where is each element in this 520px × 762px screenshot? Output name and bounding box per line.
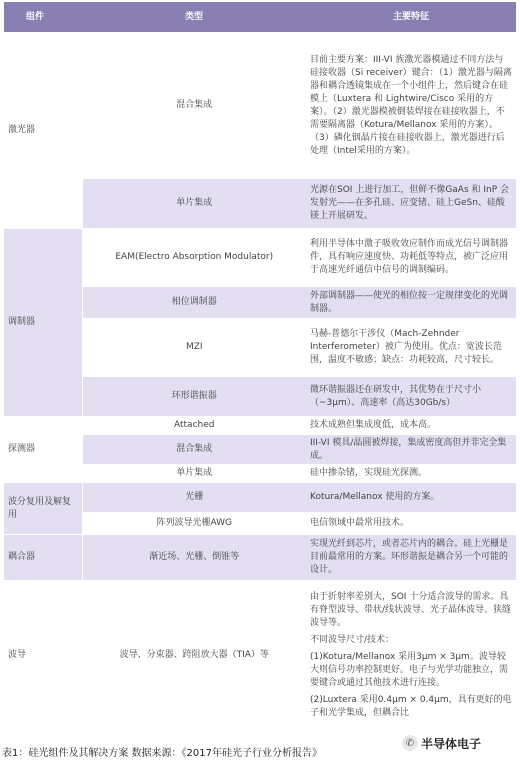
component-coupler: 耦合器: [4, 535, 82, 581]
feature-cell: [306, 581, 516, 731]
type-cell: EAM(Electro Absorption Modulator): [82, 229, 306, 287]
table-row: [4, 229, 516, 287]
type-cell: 混合集成: [82, 435, 306, 465]
table-row: [4, 483, 516, 513]
feature-cell: III-VI 模具/晶圆被焊接，集成密度高但并非完全集成。: [306, 435, 516, 465]
type-cell: 波导、分束器、跨阻放大器（TIA）等: [82, 581, 306, 731]
feature-line: 不同波导尺寸/技术：: [310, 635, 395, 645]
feature-line: 由于折射率差别大，SOI 十分适合波导的需求。具有脊型波导、带状/线状波导、光子晶体波导、狭缝波导等。: [310, 592, 512, 628]
component-detector: 探测器: [4, 417, 82, 483]
feature-cell: 实现光纤到芯片，或者芯片内的耦合。硅上光栅是目前最常用的方案。环形谐振是耦合另一个可能的设计。: [306, 535, 516, 581]
silicon-photonics-table: [4, 2, 516, 731]
component-wdm: 波分复用及解复用: [4, 483, 82, 535]
type-cell: 渐近场、光栅、倒锥等: [82, 535, 306, 581]
type-cell: 单片集成: [82, 465, 306, 483]
component-laser: 激光器: [4, 33, 82, 229]
feature-cell: 外部调制器——使光的相位按一定规律变化的光调制器。: [306, 287, 516, 319]
feature-cell: 目前主要方案：III-VI 族激光器模通过不同方法与硅接收器（Si receiver）键合：（1）激光器与隔离器和耦合透镜集成在一个小组件上，然后键合在硅模上（Luxtera 和 Lightwire/Cisco 采用的方案）。（2）激光器模被倒装焊接在硅接收器上，不需要隔离器（Kotura/Mellanox 采用的方案）。（3）磷化铟晶片接在硅接收器上，激光器进行后处理（Intel采用的方案）。: [306, 33, 516, 179]
type-cell: MZI: [82, 319, 306, 377]
type-cell: Attached: [82, 417, 306, 435]
table-header-row: [4, 2, 516, 33]
wechat-icon: ✆: [402, 735, 418, 751]
type-cell: 相位调制器: [82, 287, 306, 319]
component-waveguide: 波导: [4, 581, 82, 731]
table-row: [4, 581, 516, 731]
feature-cell: 电信领域中最常用技术。: [306, 513, 516, 535]
header-component: 组件: [4, 2, 82, 33]
feature-cell: 微环谐振器还在研发中，其优势在于尺寸小（~3μm）、高速率（高达30Gb/s）: [306, 377, 516, 417]
type-cell: 光栅: [82, 483, 306, 513]
feature-cell: Kotura/Mellanox 使用的方案。: [306, 483, 516, 513]
table-row: [4, 417, 516, 435]
type-cell: 阵列波导光栅AWG: [82, 513, 306, 535]
type-cell: 环形谐振器: [82, 377, 306, 417]
type-cell: 混合集成: [82, 33, 306, 179]
feature-cell: 马赫-普德尔干涉仪（Mach-Zehnder Interferometer）被广为使用。优点：宽波长范围，温度不敏感；缺点：功耗较高，尺寸较长。: [306, 319, 516, 377]
table-row: [4, 33, 516, 179]
header-type: 类型: [82, 2, 306, 33]
component-modulator: 调制器: [4, 229, 82, 417]
watermark-text: 半导体电子: [421, 736, 482, 751]
feature-cell: 利用半导体中激子吸收效应制作而成光信号调制器件，具有响应速度快、功耗低等特点，被广泛应用于高速光纤通信中信号的调制编码。: [306, 229, 516, 287]
feature-line: (1)Kotura/Mellanox 采用3μm × 3μm。波导较大则信号功率控制更好。电子与光学功能独立，需要键合或通过其他技术进行连接。: [310, 652, 509, 688]
feature-cell: 光源在SOI 上进行加工，但鲜不像GaAs 和 InP 会发射光——在多孔硅、应变锗、硅上GeSn、硅酸镁上开展研发。: [306, 179, 516, 229]
table-caption: 表1：硅光组件及其解决方案 数据来源：《2017年硅光子行业分析报告》: [2, 748, 322, 759]
header-features: 主要特征: [306, 2, 516, 33]
table-row: [4, 535, 516, 581]
feature-cell: 硅中掺杂锗，实现硅光探测。: [306, 465, 516, 483]
feature-cell: 技术成熟但集成度低，成本高。: [306, 417, 516, 435]
type-cell: 单片集成: [82, 179, 306, 229]
feature-line: (2)Luxtera 采用0.4μm × 0.4μm，具有更好的电子和光学集成，但耦合比: [310, 695, 512, 718]
